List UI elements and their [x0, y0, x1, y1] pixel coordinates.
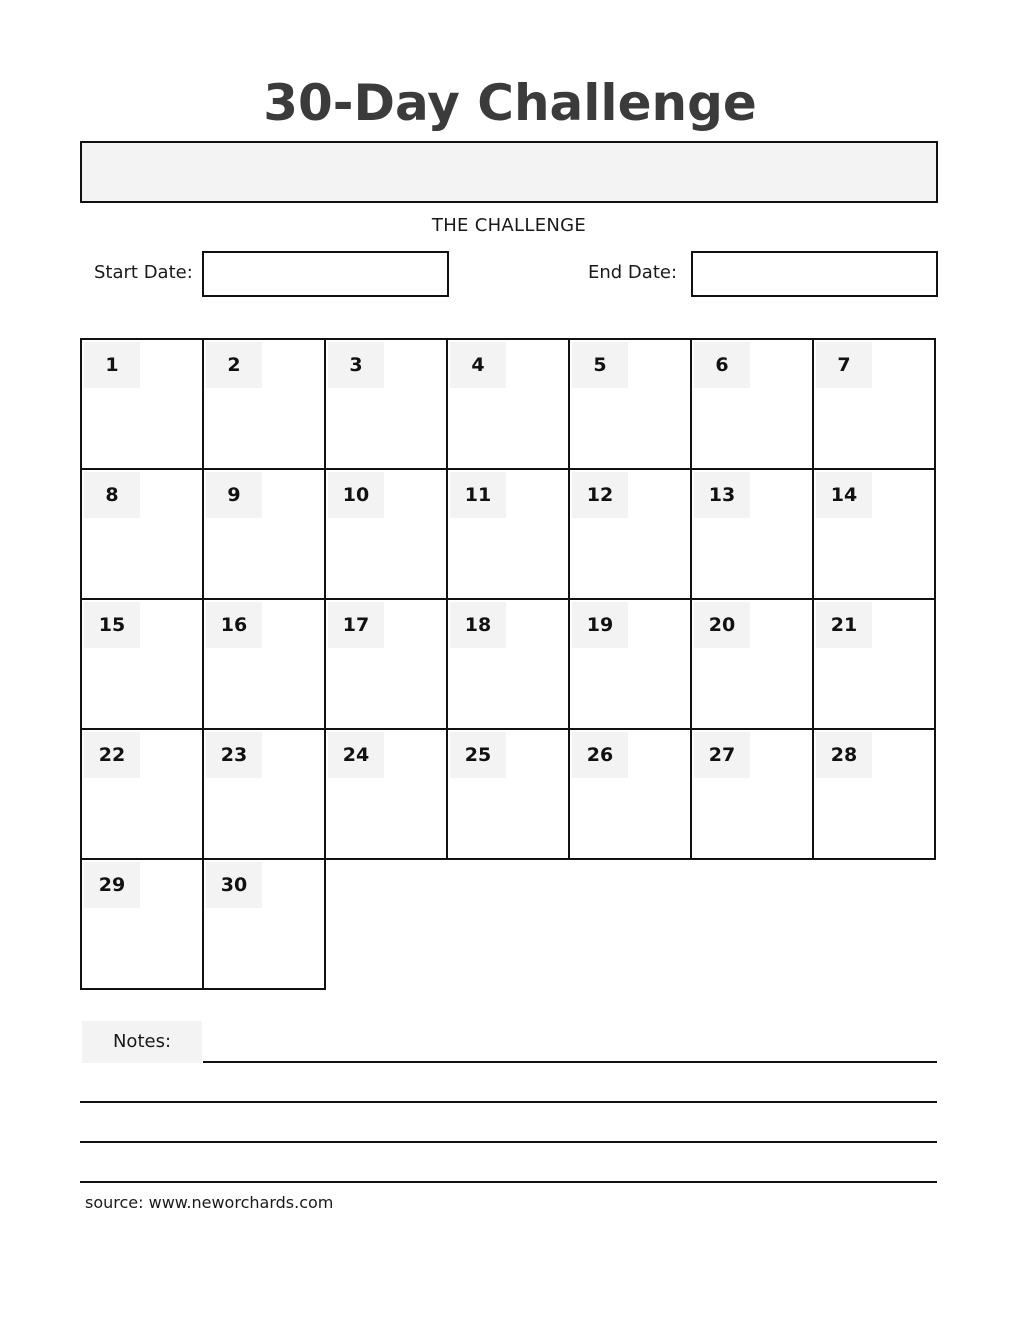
day-cell[interactable] [446, 468, 570, 600]
day-cell[interactable] [446, 598, 570, 730]
day-cell[interactable] [812, 468, 936, 600]
day-cell[interactable] [812, 728, 936, 860]
day-number: 27 [694, 732, 750, 778]
day-number: 1 [84, 342, 140, 388]
notes-line[interactable] [80, 1141, 937, 1143]
day-cell[interactable] [568, 338, 692, 470]
day-number: 13 [694, 472, 750, 518]
day-cell[interactable] [568, 598, 692, 730]
day-number: 28 [816, 732, 872, 778]
day-cell[interactable] [812, 598, 936, 730]
day-cell[interactable] [690, 338, 814, 470]
day-cell[interactable] [80, 598, 204, 730]
day-number: 2 [206, 342, 262, 388]
day-cell[interactable] [446, 338, 570, 470]
day-cell[interactable] [568, 728, 692, 860]
day-number: 10 [328, 472, 384, 518]
day-cell[interactable] [690, 468, 814, 600]
day-number: 23 [206, 732, 262, 778]
day-number: 11 [450, 472, 506, 518]
day-number: 21 [816, 602, 872, 648]
challenge-input-box[interactable] [80, 141, 938, 203]
source-credit: source: www.neworchards.com [85, 1193, 334, 1212]
notes-line[interactable] [80, 1181, 937, 1183]
day-number: 20 [694, 602, 750, 648]
day-number: 26 [572, 732, 628, 778]
day-number: 19 [572, 602, 628, 648]
day-cell[interactable] [202, 728, 326, 860]
day-cell[interactable] [812, 338, 936, 470]
day-number: 25 [450, 732, 506, 778]
day-number: 9 [206, 472, 262, 518]
day-cell[interactable] [80, 858, 204, 990]
day-number: 6 [694, 342, 750, 388]
day-number: 5 [572, 342, 628, 388]
day-cell[interactable] [202, 468, 326, 600]
notes-line[interactable] [80, 1101, 937, 1103]
challenge-label: THE CHALLENGE [431, 215, 587, 236]
day-number: 14 [816, 472, 872, 518]
day-grid [80, 338, 938, 990]
start-date-label: Start Date: [94, 262, 193, 283]
day-cell[interactable] [324, 728, 448, 860]
day-number: 7 [816, 342, 872, 388]
day-cell[interactable] [568, 468, 692, 600]
day-cell[interactable] [80, 468, 204, 600]
day-number: 30 [206, 862, 262, 908]
day-number: 24 [328, 732, 384, 778]
day-number: 12 [572, 472, 628, 518]
day-cell[interactable] [690, 728, 814, 860]
day-number: 16 [206, 602, 262, 648]
day-cell[interactable] [202, 338, 326, 470]
end-date-field[interactable] [691, 251, 938, 297]
day-cell[interactable] [80, 338, 204, 470]
day-cell[interactable] [690, 598, 814, 730]
day-cell[interactable] [324, 598, 448, 730]
notes-line[interactable] [203, 1061, 937, 1063]
start-date-field[interactable] [202, 251, 449, 297]
page-title: 30-Day Challenge [263, 74, 757, 132]
day-cell[interactable] [202, 858, 326, 990]
day-number: 17 [328, 602, 384, 648]
day-cell[interactable] [324, 338, 448, 470]
notes-label: Notes: [82, 1021, 202, 1063]
end-date-label: End Date: [588, 262, 678, 283]
day-cell[interactable] [80, 728, 204, 860]
day-cell[interactable] [324, 468, 448, 600]
day-cell[interactable] [446, 728, 570, 860]
day-number: 15 [84, 602, 140, 648]
day-cell[interactable] [202, 598, 326, 730]
day-number: 22 [84, 732, 140, 778]
day-number: 3 [328, 342, 384, 388]
day-number: 4 [450, 342, 506, 388]
day-number: 8 [84, 472, 140, 518]
day-number: 18 [450, 602, 506, 648]
day-number: 29 [84, 862, 140, 908]
